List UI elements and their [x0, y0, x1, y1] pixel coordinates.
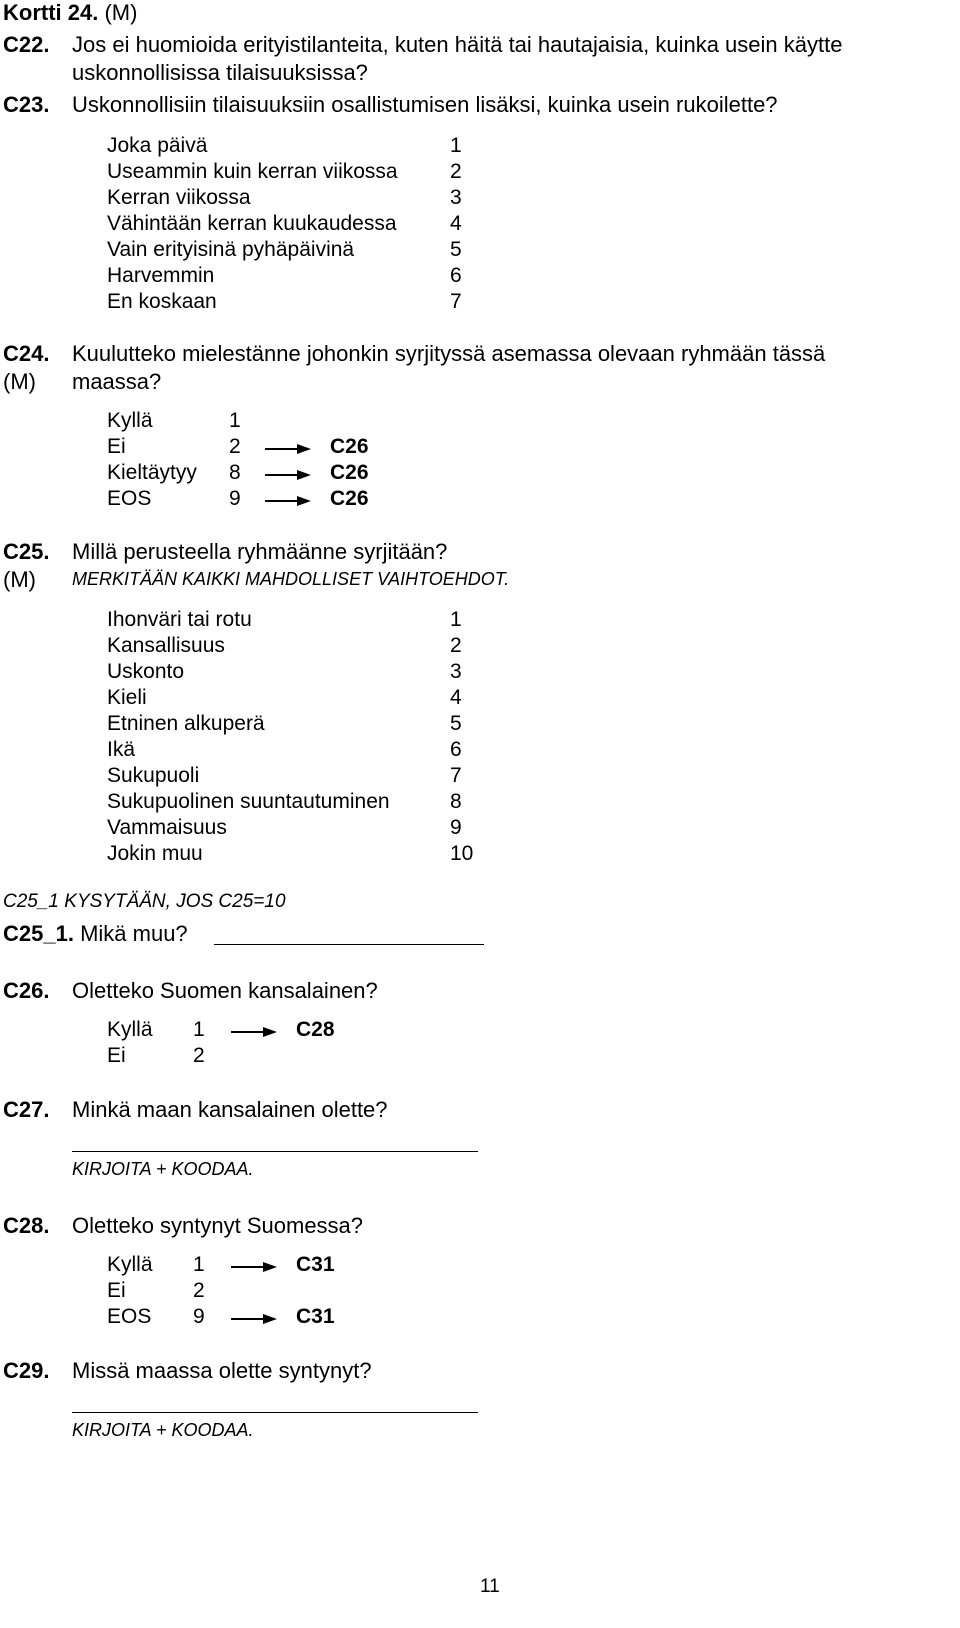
option-label: Harvemmin: [107, 264, 215, 287]
question-code-c24: C24.: [3, 341, 50, 366]
option-code: 9: [450, 816, 462, 839]
skip-arrow-icon: [231, 1026, 277, 1038]
question-code-c26: C26.: [3, 978, 50, 1003]
option-label: Ei: [107, 435, 126, 458]
option-label: Useammin kuin kerran viikossa: [107, 160, 398, 183]
option-label: Ihonväri tai rotu: [107, 608, 252, 631]
option-label: Ei: [107, 1279, 126, 1302]
question-code-c29: C29.: [3, 1358, 50, 1383]
option-label: En koskaan: [107, 290, 217, 313]
option-code: 1: [450, 608, 462, 631]
option-code: 2: [450, 160, 462, 183]
card-title: Kortti 24.: [3, 0, 99, 25]
option-code: 1: [450, 134, 462, 157]
option-label: Kyllä: [107, 409, 153, 432]
option-label: Vammaisuus: [107, 816, 227, 839]
page-number: 11: [480, 1576, 500, 1597]
option-label: Kerran viikossa: [107, 186, 251, 209]
question-code-c25: C25.: [3, 539, 50, 564]
answer-line-c25-1[interactable]: [214, 944, 484, 945]
skip-target: C28: [296, 1018, 335, 1041]
option-label: EOS: [107, 1305, 152, 1328]
option-label: Sukupuoli: [107, 764, 200, 787]
option-label: Kyllä: [107, 1253, 153, 1276]
option-code: 3: [450, 660, 462, 683]
option-label: Etninen alkuperä: [107, 712, 265, 735]
option-code: 5: [450, 712, 462, 735]
card-header: [3, 0, 137, 26]
question-c23-text: Uskonnollisiin tilaisuuksiin osallistumisen lisäksi, kuinka usein rukoilette?: [72, 92, 778, 117]
option-label: Vähintään kerran kuukaudessa: [107, 212, 397, 235]
skip-target: C26: [330, 487, 369, 510]
option-label: Jokin muu: [107, 842, 203, 865]
interviewer-instruction: MERKITÄÄN KAIKKI MAHDOLLISET VAIHTOEHDOT.: [72, 569, 510, 589]
answer-line-c27[interactable]: [72, 1151, 478, 1152]
card-mark: (M): [104, 0, 138, 25]
option-code: 2: [229, 435, 241, 458]
question-c28-text: Oletteko syntynyt Suomessa?: [72, 1213, 364, 1238]
option-code: 1: [229, 409, 241, 432]
option-code: 9: [229, 487, 241, 510]
question-c25-text: Millä perusteella ryhmäänne syrjitään?: [72, 539, 448, 564]
option-label: Joka päivä: [107, 134, 208, 157]
option-label: EOS: [107, 487, 152, 510]
option-label: Kieltäytyy: [107, 461, 197, 484]
option-code: 7: [450, 764, 462, 787]
option-label: Ei: [107, 1044, 126, 1067]
option-code: 9: [193, 1305, 205, 1328]
question-c22-line2: uskonnollisissa tilaisuuksissa?: [72, 60, 368, 85]
option-label: Sukupuolinen suuntautuminen: [107, 790, 390, 813]
option-label: Ikä: [107, 738, 136, 761]
skip-target: C26: [330, 461, 369, 484]
question-c29-text: Missä maassa olette syntynyt?: [72, 1358, 372, 1383]
question-c25-1: [3, 921, 188, 947]
skip-target: C31: [296, 1253, 335, 1276]
question-code-c22: C22.: [3, 32, 50, 57]
skip-target: C31: [296, 1305, 335, 1328]
question-c25-1-text: Mikä muu?: [80, 921, 188, 946]
option-code: 8: [229, 461, 241, 484]
option-label: Kansallisuus: [107, 634, 225, 657]
question-code-c23: C23.: [3, 92, 50, 117]
skip-target: C26: [330, 435, 369, 458]
option-label: Vain erityisinä pyhäpäivinä: [107, 238, 355, 261]
option-code: 1: [193, 1018, 205, 1041]
question-c27-text: Minkä maan kansalainen olette?: [72, 1097, 388, 1122]
option-code: 6: [450, 264, 462, 287]
option-code: 2: [193, 1279, 205, 1302]
skip-arrow-icon: [231, 1261, 277, 1273]
skip-arrow-icon: [265, 495, 311, 507]
option-label: Uskonto: [107, 660, 185, 683]
option-code: 1: [193, 1253, 205, 1276]
option-code: 4: [450, 212, 462, 235]
option-code: 6: [450, 738, 462, 761]
question-mark-c24: (M): [3, 369, 36, 394]
question-c22-line1: Jos ei huomioida erityistilanteita, kuten häitä tai hautajaisia, kuinka usein käytte: [72, 32, 843, 57]
option-code: 4: [450, 686, 462, 709]
question-code-c27: C27.: [3, 1097, 50, 1122]
interviewer-instruction: KIRJOITA + KOODAA.: [72, 1159, 254, 1179]
option-code: 2: [193, 1044, 205, 1067]
option-label: Kieli: [107, 686, 147, 709]
condition-note: C25_1 KYSYTÄÄN, JOS C25=10: [3, 891, 286, 912]
question-mark-c25: (M): [3, 567, 36, 592]
question-c24-line2: maassa?: [72, 369, 162, 394]
question-c24-line1: Kuulutteko mielestänne johonkin syrjityssä asemassa olevaan ryhmään tässä: [72, 341, 826, 366]
option-code: 2: [450, 634, 462, 657]
skip-arrow-icon: [265, 443, 311, 455]
question-code-c28: C28.: [3, 1213, 50, 1238]
option-code: 10: [450, 842, 474, 865]
skip-arrow-icon: [265, 469, 311, 481]
option-code: 5: [450, 238, 462, 261]
question-c26-text: Oletteko Suomen kansalainen?: [72, 978, 378, 1003]
option-code: 8: [450, 790, 462, 813]
option-code: 7: [450, 290, 462, 313]
skip-arrow-icon: [231, 1313, 277, 1325]
option-label: Kyllä: [107, 1018, 153, 1041]
option-code: 3: [450, 186, 462, 209]
question-code-c25-1: C25_1.: [3, 921, 74, 946]
answer-line-c29[interactable]: [72, 1412, 478, 1413]
interviewer-instruction: KIRJOITA + KOODAA.: [72, 1420, 254, 1440]
